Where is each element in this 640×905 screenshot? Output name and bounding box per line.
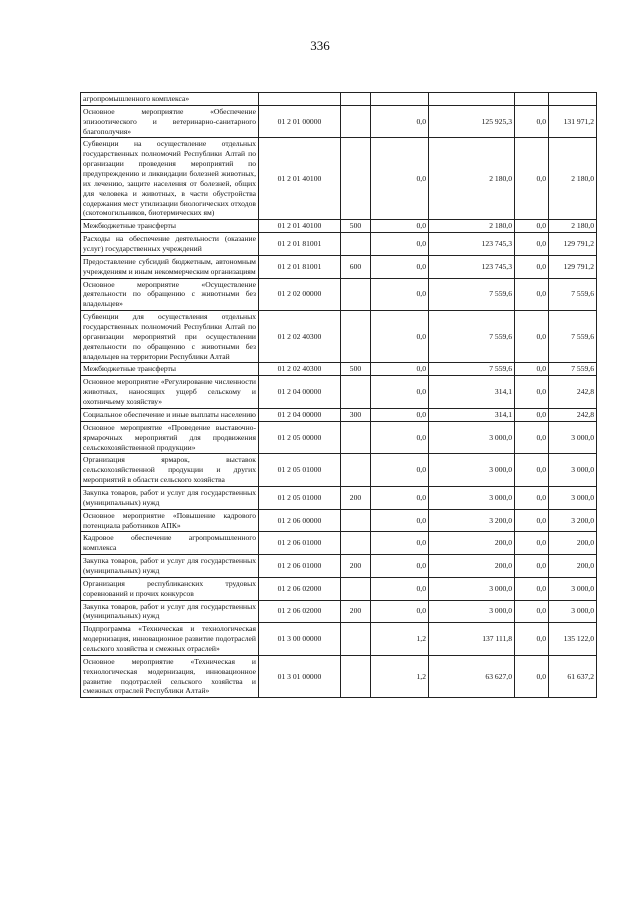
cell-name: Основное мероприятие «Повышение кадрового потенциала работников АПК» (81, 509, 259, 532)
cell-code: 01 2 01 81001 (259, 255, 341, 278)
cell-v3: 0,0 (515, 105, 549, 138)
cell-type (341, 105, 371, 138)
table-row (81, 623, 597, 656)
cell-v4: 129 791,2 (549, 255, 597, 278)
budget-table (80, 92, 597, 698)
cell-type: 300 (341, 408, 371, 421)
cell-v3: 0,0 (515, 255, 549, 278)
cell-v2: 123 745,3 (429, 255, 515, 278)
cell-type: 500 (341, 220, 371, 233)
cell-code: 01 3 00 00000 (259, 623, 341, 656)
cell-name: Организация ярмарок, выставок сельскохозяйственной продукции и других мероприятий в области сельского хозяйства (81, 454, 259, 487)
cell-name: Основное мероприятие «Проведение выставочно-ярмарочных мероприятий для продвижения сельскохозяйственной продукции» (81, 421, 259, 454)
cell-v2: 314,1 (429, 376, 515, 409)
table-row (81, 408, 597, 421)
cell-type (341, 655, 371, 697)
table-row (81, 555, 597, 578)
cell-code: 01 2 05 01000 (259, 486, 341, 509)
cell-name: Расходы на обеспечение деятельности (оказание услуг) государственных учреждений (81, 233, 259, 256)
cell-v4: 3 000,0 (549, 600, 597, 623)
cell-v4: 7 559,6 (549, 311, 597, 363)
cell-v3: 0,0 (515, 311, 549, 363)
cell-name: Закупка товаров, работ и услуг для государственных (муниципальных) нужд (81, 486, 259, 509)
cell-v1: 0,0 (371, 233, 429, 256)
cell-type (341, 421, 371, 454)
cell-v3 (515, 93, 549, 106)
cell-type (341, 138, 371, 220)
table-row (81, 105, 597, 138)
cell-v1: 0,0 (371, 555, 429, 578)
cell-code: 01 2 06 02000 (259, 600, 341, 623)
cell-v4: 3 000,0 (549, 454, 597, 487)
cell-v4 (549, 93, 597, 106)
cell-name: Организация республиканских трудовых соревнований и прочих конкурсов (81, 577, 259, 600)
table-row (81, 220, 597, 233)
table-row (81, 255, 597, 278)
cell-v1 (371, 93, 429, 106)
cell-v3: 0,0 (515, 454, 549, 487)
cell-type (341, 233, 371, 256)
table-row (81, 577, 597, 600)
cell-v1: 0,0 (371, 220, 429, 233)
cell-v1: 1,2 (371, 655, 429, 697)
cell-name: Основное мероприятие «Регулирование численности животных, наносящих ущерб сельскому и охотничьему хозяйству» (81, 376, 259, 409)
cell-name: Межбюджетные трансферты (81, 363, 259, 376)
cell-v2: 3 000,0 (429, 600, 515, 623)
cell-v1: 0,0 (371, 376, 429, 409)
cell-v3: 0,0 (515, 233, 549, 256)
cell-type (341, 454, 371, 487)
cell-code: 01 2 01 00000 (259, 105, 341, 138)
cell-code: 01 2 01 81001 (259, 233, 341, 256)
cell-v4: 2 180,0 (549, 220, 597, 233)
cell-code: 01 2 01 40100 (259, 138, 341, 220)
table-row (81, 311, 597, 363)
cell-name: Основное мероприятие «Осуществление деятельности по обращению с животными без владельцев» (81, 278, 259, 311)
cell-v4: 3 000,0 (549, 486, 597, 509)
cell-v2: 3 000,0 (429, 486, 515, 509)
cell-v1: 0,0 (371, 311, 429, 363)
cell-v2: 2 180,0 (429, 138, 515, 220)
cell-v3: 0,0 (515, 138, 549, 220)
cell-v2: 3 000,0 (429, 577, 515, 600)
cell-type (341, 623, 371, 656)
cell-type (341, 278, 371, 311)
cell-v2: 7 559,6 (429, 311, 515, 363)
cell-v2: 7 559,6 (429, 278, 515, 311)
cell-v3: 0,0 (515, 555, 549, 578)
table-row (81, 93, 597, 106)
cell-type (341, 509, 371, 532)
cell-v2: 3 000,0 (429, 421, 515, 454)
table-row (81, 363, 597, 376)
cell-v2: 125 925,3 (429, 105, 515, 138)
cell-name: агропромышленного комплекса» (81, 93, 259, 106)
cell-v2: 200,0 (429, 532, 515, 555)
cell-v1: 0,0 (371, 509, 429, 532)
cell-code: 01 2 05 01000 (259, 454, 341, 487)
table-row (81, 655, 597, 697)
cell-v1: 0,0 (371, 577, 429, 600)
table-row (81, 138, 597, 220)
cell-v1: 0,0 (371, 532, 429, 555)
cell-v4: 200,0 (549, 555, 597, 578)
cell-type: 200 (341, 486, 371, 509)
table-row (81, 376, 597, 409)
cell-type (341, 376, 371, 409)
table-row (81, 509, 597, 532)
cell-name: Закупка товаров, работ и услуг для государственных (муниципальных) нужд (81, 600, 259, 623)
cell-name: Субвенции на осуществление отдельных государственных полномочий Республики Алтай по организации проведения мероприятий по предупреждению и ликвидации болезней животных, их лечению, защите населения от болезней, общих для человека и животных, в части обустройства содержания мест утилизации биологических отходов (скотомогильников, биотермических ям) (81, 138, 259, 220)
cell-code: 01 2 06 01000 (259, 555, 341, 578)
cell-name: Кадровое обеспечение агропромышленного комплекса (81, 532, 259, 555)
cell-type (341, 311, 371, 363)
cell-v2: 314,1 (429, 408, 515, 421)
table-row (81, 421, 597, 454)
cell-v3: 0,0 (515, 600, 549, 623)
cell-code: 01 2 02 40300 (259, 363, 341, 376)
cell-name: Закупка товаров, работ и услуг для государственных (муниципальных) нужд (81, 555, 259, 578)
cell-v2: 7 559,6 (429, 363, 515, 376)
cell-type: 200 (341, 600, 371, 623)
cell-v4: 7 559,6 (549, 278, 597, 311)
cell-type (341, 93, 371, 106)
cell-v3: 0,0 (515, 376, 549, 409)
cell-v3: 0,0 (515, 532, 549, 555)
cell-name: Подпрограмма «Техническая и технологическая модернизация, инновационное развитие подотраслей сельского хозяйства и смежных отраслей» (81, 623, 259, 656)
cell-code: 01 2 02 40300 (259, 311, 341, 363)
cell-type: 500 (341, 363, 371, 376)
cell-v1: 0,0 (371, 600, 429, 623)
cell-code: 01 2 06 00000 (259, 509, 341, 532)
cell-v1: 0,0 (371, 105, 429, 138)
cell-name: Субвенции для осуществления отдельных государственных полномочий Республики Алтай по организации мероприятий при осуществлении деятельности по обращению с животными без владельцев на территории Республики Алтай (81, 311, 259, 363)
cell-v1: 0,0 (371, 363, 429, 376)
cell-v1: 0,0 (371, 486, 429, 509)
cell-code: 01 2 01 40100 (259, 220, 341, 233)
cell-v2: 3 000,0 (429, 454, 515, 487)
cell-v4: 200,0 (549, 532, 597, 555)
cell-v4: 3 200,0 (549, 509, 597, 532)
cell-code: 01 2 04 00000 (259, 376, 341, 409)
cell-v2: 123 745,3 (429, 233, 515, 256)
cell-v2: 3 200,0 (429, 509, 515, 532)
cell-v4: 242,8 (549, 376, 597, 409)
cell-v3: 0,0 (515, 363, 549, 376)
cell-code: 01 2 02 00000 (259, 278, 341, 311)
cell-name: Социальное обеспечение и иные выплаты населению (81, 408, 259, 421)
cell-code (259, 93, 341, 106)
cell-v4: 3 000,0 (549, 577, 597, 600)
cell-v2: 63 627,0 (429, 655, 515, 697)
table-row (81, 278, 597, 311)
cell-v4: 2 180,0 (549, 138, 597, 220)
table-row (81, 532, 597, 555)
cell-v1: 0,0 (371, 454, 429, 487)
cell-v4: 61 637,2 (549, 655, 597, 697)
cell-v1: 0,0 (371, 278, 429, 311)
cell-v1: 0,0 (371, 255, 429, 278)
cell-v1: 0,0 (371, 408, 429, 421)
cell-v1: 0,0 (371, 138, 429, 220)
cell-type: 600 (341, 255, 371, 278)
cell-name: Предоставление субсидий бюджетным, автономным учреждениям и иным некоммерческим организациям (81, 255, 259, 278)
cell-v4: 129 791,2 (549, 233, 597, 256)
cell-type (341, 577, 371, 600)
cell-v3: 0,0 (515, 421, 549, 454)
cell-code: 01 2 05 00000 (259, 421, 341, 454)
cell-v1: 0,0 (371, 421, 429, 454)
cell-v4: 135 122,0 (549, 623, 597, 656)
cell-v4: 7 559,6 (549, 363, 597, 376)
cell-v3: 0,0 (515, 486, 549, 509)
cell-v2: 200,0 (429, 555, 515, 578)
cell-v3: 0,0 (515, 577, 549, 600)
page-number: 336 (310, 38, 330, 53)
cell-code: 01 2 06 02000 (259, 577, 341, 600)
cell-type (341, 532, 371, 555)
table-row (81, 233, 597, 256)
cell-code: 01 2 04 00000 (259, 408, 341, 421)
cell-v3: 0,0 (515, 623, 549, 656)
cell-code: 01 3 01 00000 (259, 655, 341, 697)
cell-v3: 0,0 (515, 278, 549, 311)
cell-v3: 0,0 (515, 220, 549, 233)
cell-name: Основное мероприятие «Техническая и технологическая модернизация, инновационное развитие подотраслей сельского хозяйства и смежных отраслей Республики Алтай» (81, 655, 259, 697)
cell-v4: 242,8 (549, 408, 597, 421)
table-row (81, 600, 597, 623)
cell-v3: 0,0 (515, 509, 549, 532)
cell-v4: 131 971,2 (549, 105, 597, 138)
cell-v1: 1,2 (371, 623, 429, 656)
cell-v3: 0,0 (515, 408, 549, 421)
cell-v2: 2 180,0 (429, 220, 515, 233)
table-row (81, 454, 597, 487)
cell-v4: 3 000,0 (549, 421, 597, 454)
cell-name: Основное мероприятие «Обеспечение эпизоотического и ветеринарно-санитарного благополучия» (81, 105, 259, 138)
cell-type: 200 (341, 555, 371, 578)
table-row (81, 486, 597, 509)
cell-name: Межбюджетные трансферты (81, 220, 259, 233)
cell-v3: 0,0 (515, 655, 549, 697)
cell-v2 (429, 93, 515, 106)
cell-code: 01 2 06 01000 (259, 532, 341, 555)
cell-v2: 137 111,8 (429, 623, 515, 656)
